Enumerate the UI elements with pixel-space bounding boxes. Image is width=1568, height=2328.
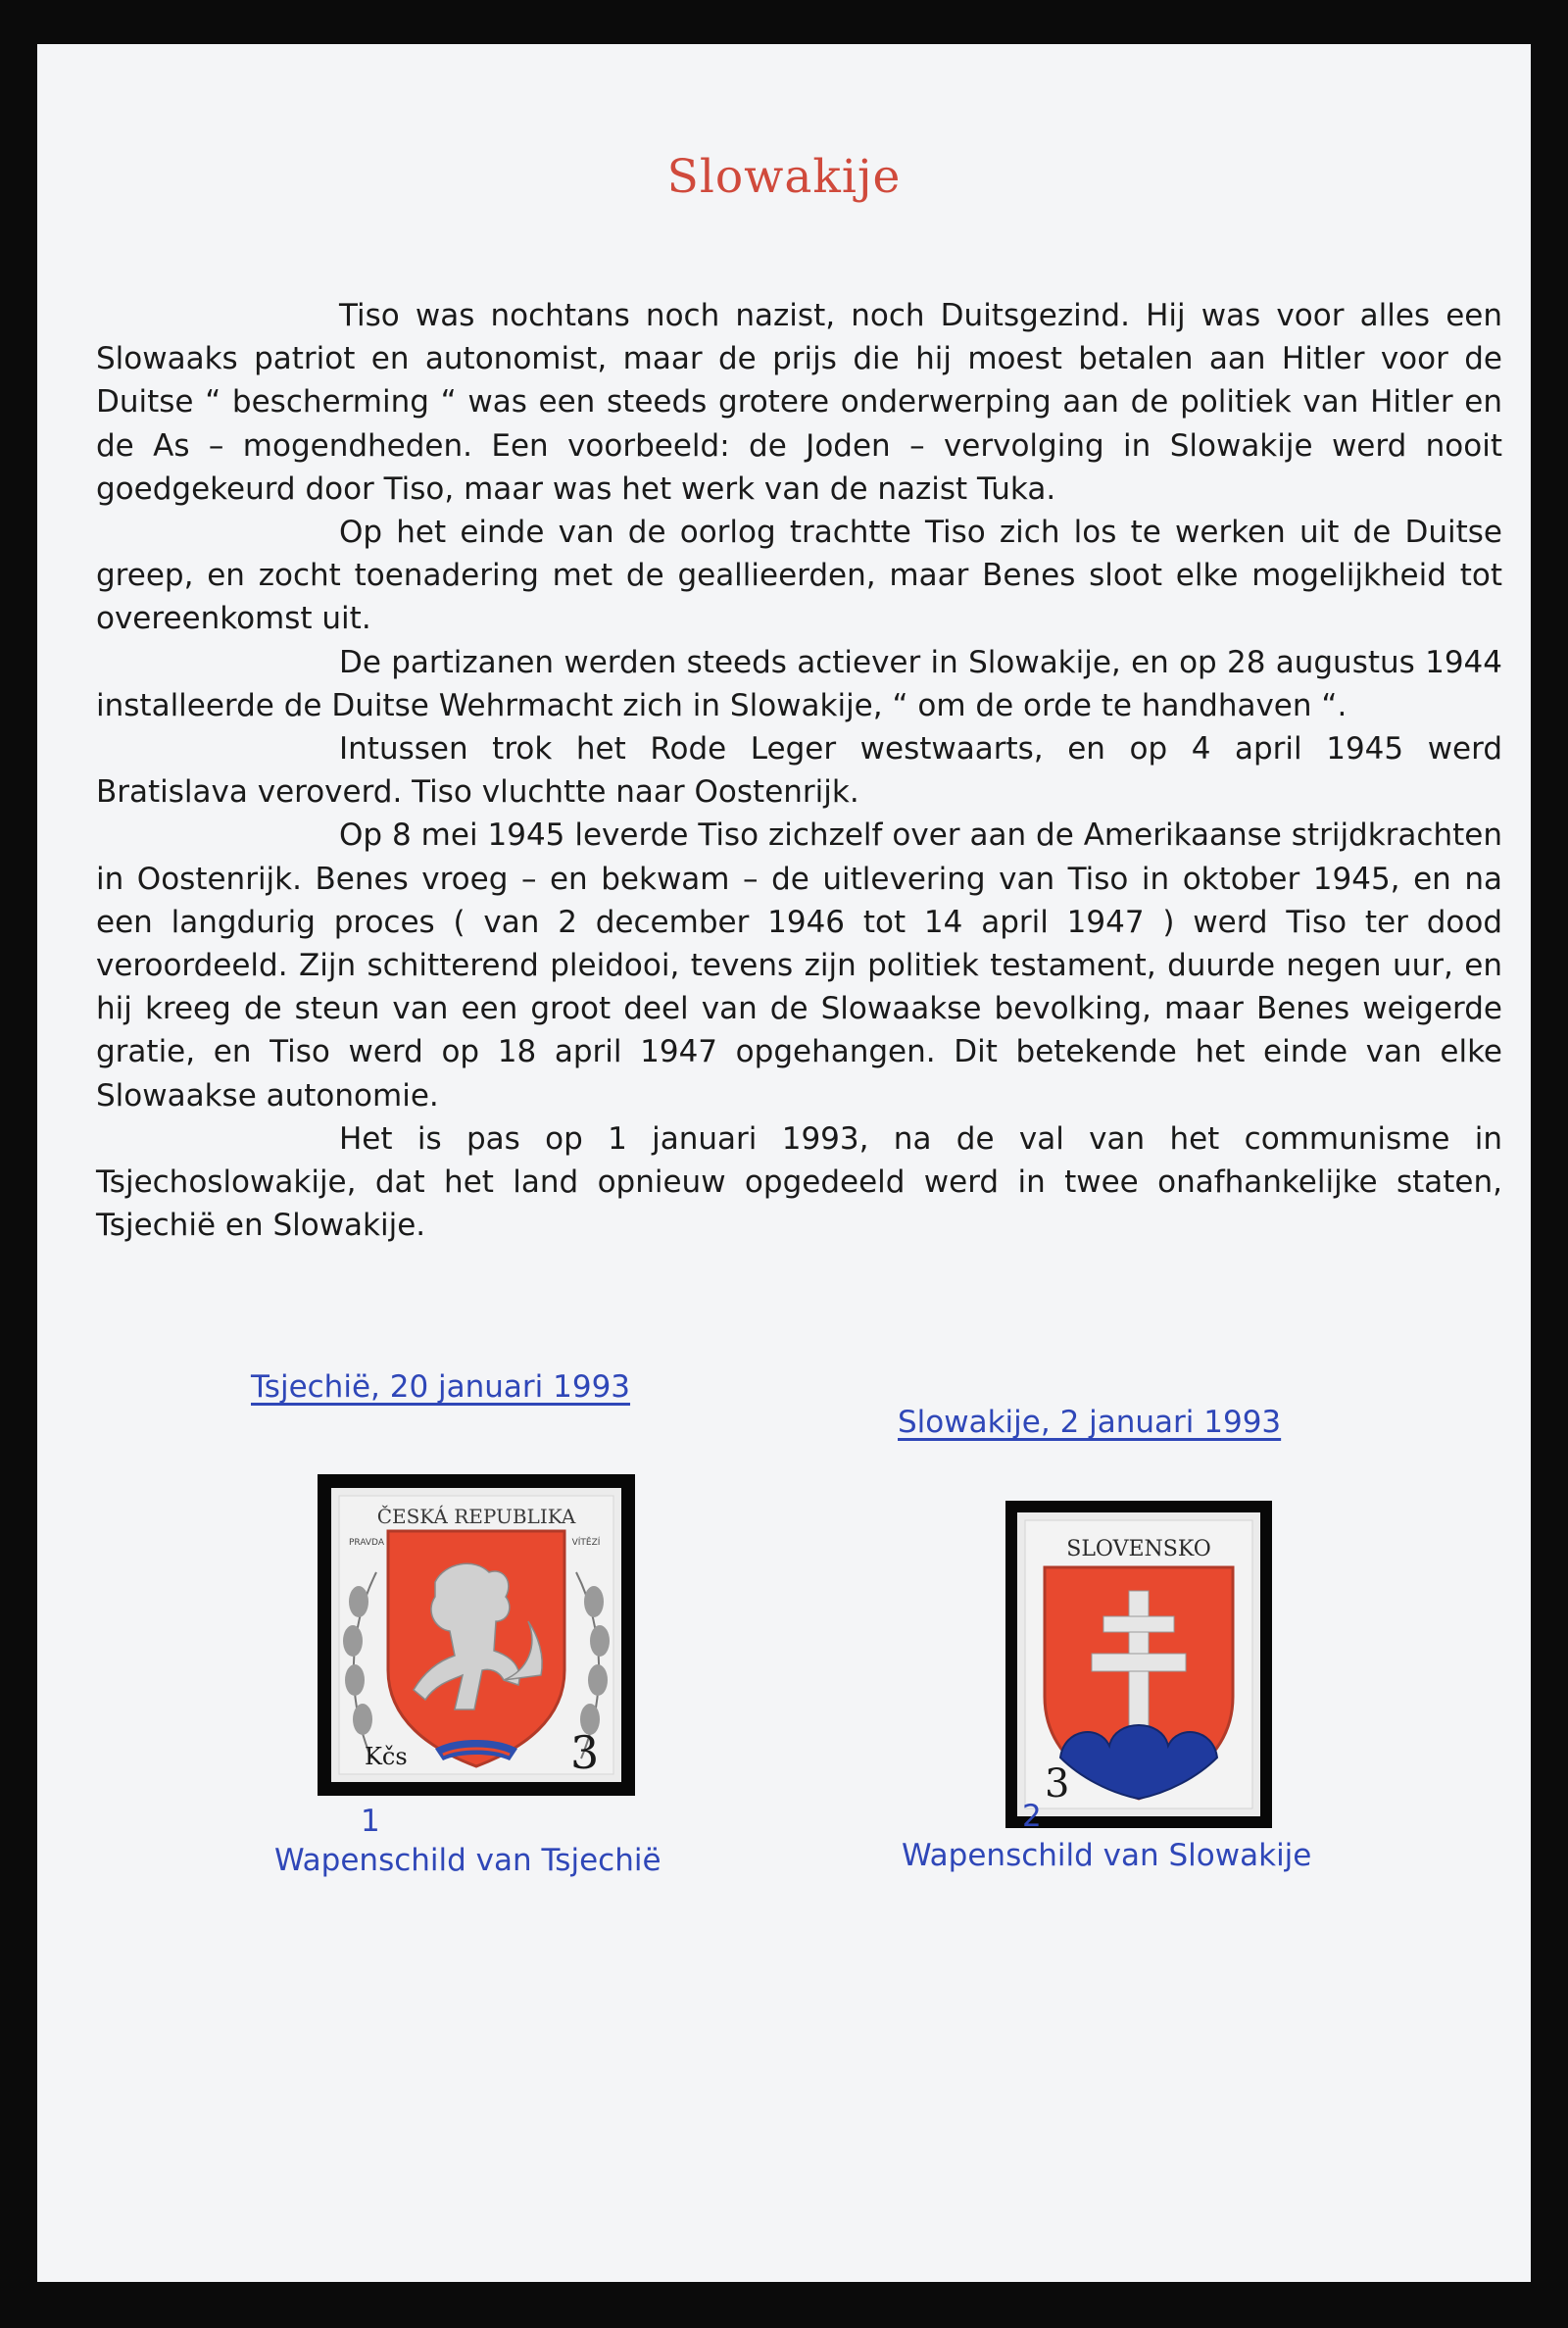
page-title: Slowakije: [666, 150, 902, 204]
album-page: [37, 44, 1531, 2282]
paragraph: Het is pas op 1 januari 1993, na de val van het communisme in Tsjechoslowakije, dat het land opnieuw opgedeeld werd in twee onafhankelijke staten, Tsjechië en Slowakije.: [96, 1120, 1502, 1244]
paragraph: Intussen trok het Rode Leger westwaarts, en op 4 april 1945 werd Bratislava veroverd. Tiso vluchtte naar Oostenrijk.: [96, 731, 1502, 811]
slovak-coat-of-arms-image: [1005, 1501, 1272, 1828]
stamp-caption: Wapenschild van Slowakije: [902, 1838, 1312, 1873]
stamp-country-text: ČESKÁ REPUBLIKA: [376, 1505, 576, 1528]
stamp-number: 1: [361, 1804, 380, 1839]
paragraph: Op 8 mei 1945 leverde Tiso zichzelf over aan de Amerikaanse strijdkrachten in Oostenrijk. Benes vroeg – en bekwam – de uitlevering van Tiso in oktober 1945, en na een langdurig proces ( van 2 december 1946 tot 14 april 1947 ) werd Tiso ter dood veroordeeld. Zijn schitterend pleidooi, tevens zijn politiek testament, duurde negen uur, en hij kreeg de steun van een groot deel van de Slowaakse bevolking, maar Benes weigerde gratie, en Tiso werd op 18 april 1947 opgehangen. Dit betekende het einde van elke Slowaakse autonomie.: [96, 817, 1502, 1114]
stamp-value: 3: [1045, 1761, 1070, 1807]
stamp-country-text: SLOVENSKO: [1066, 1537, 1211, 1561]
stamp-motto-left: PRAVDA: [349, 1538, 384, 1548]
czech-coat-of-arms-image: [318, 1474, 635, 1796]
stamp-number: 2: [1022, 1799, 1042, 1834]
stamp-value: 3: [570, 1726, 600, 1779]
paragraph: Op het einde van de oorlog trachtte Tiso zich los te werken uit de Duitse greep, en zocht toenadering met de geallieerden, maar Benes sloot elke mogelijkheid tot overeenkomst uit.: [96, 515, 1502, 637]
stamp-motto-right: VÍTĚZÍ: [571, 1538, 601, 1548]
body-text: [96, 294, 1502, 1247]
stamp-heading-czech: Tsjechië, 20 januari 1993: [251, 1369, 631, 1405]
stamp-czech: [318, 1474, 635, 1796]
paragraph: Tiso was nochtans noch nazist, noch Duitsgezind. Hij was voor alles een Slowaaks patriot en autonomist, maar de prijs die hij moest betalen aan Hitler voor de Duitse “ bescherming “ was een steeds grotere onderwerping aan de politiek van Hitler en de As – mogendheden. Een voorbeeld: de Joden – vervolging in Slowakije werd nooit goedgekeurd door Tiso, maar was het werk van de nazist Tuka.: [96, 298, 1502, 507]
stamp-slovak: [1005, 1501, 1272, 1828]
stamp-currency: Kčs: [365, 1743, 408, 1770]
paragraph: De partizanen werden steeds actiever in Slowakije, en op 28 augustus 1944 installeerde de Duitse Wehrmacht zich in Slowakije, “ om de orde te handhaven “.: [96, 644, 1502, 723]
stamp-heading-slovak: Slowakije, 2 januari 1993: [898, 1405, 1282, 1440]
stamp-caption: Wapenschild van Tsjechië: [274, 1843, 662, 1878]
